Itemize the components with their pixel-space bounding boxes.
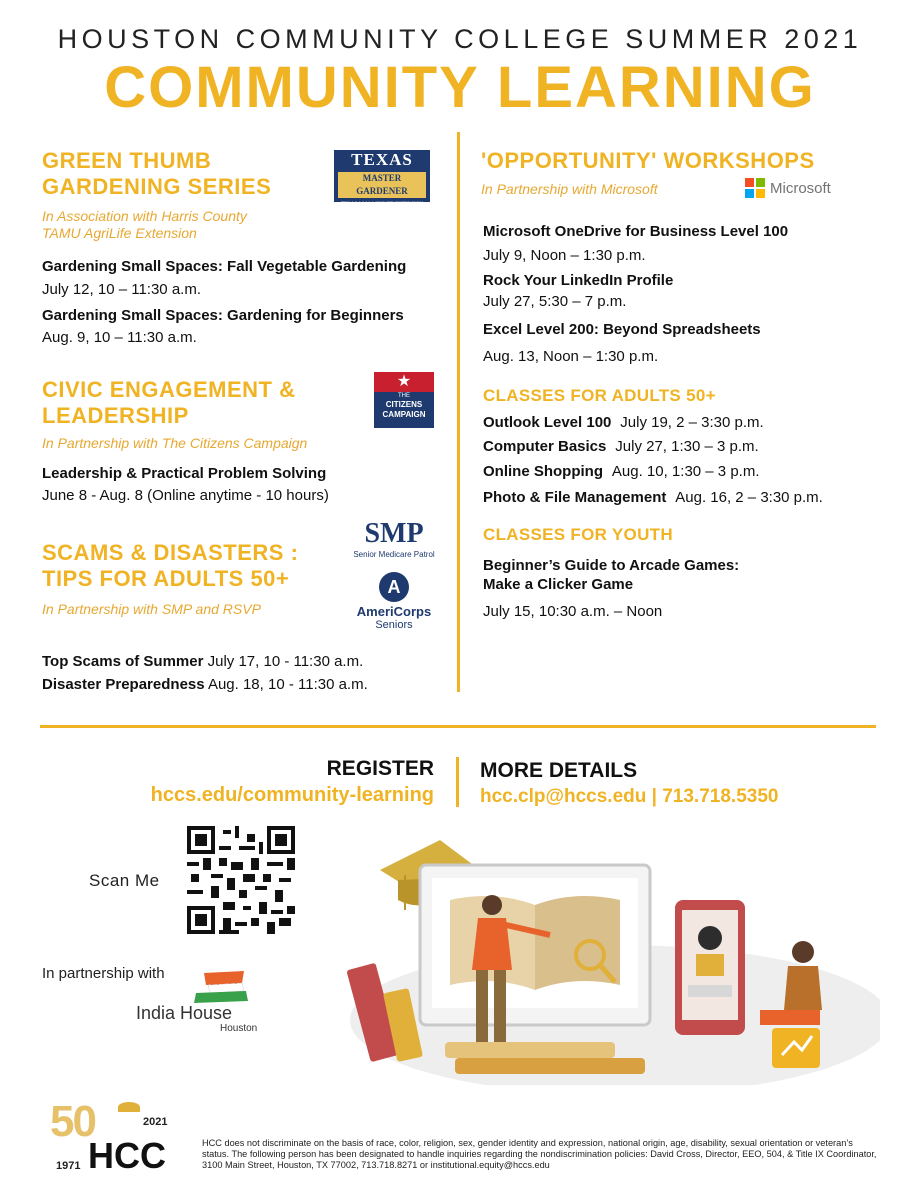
adults-class-3: Online Shopping Aug. 10, 1:30 – 3 p.m. — [483, 463, 760, 480]
civic-event-name: Leadership & Practical Problem Solving — [42, 465, 327, 482]
scan-label: Scan Me — [89, 871, 160, 890]
scams-title: SCAMS & DISASTERS : TIPS FOR ADULTS 50+ — [42, 540, 299, 591]
gardening-event-1-date: July 12, 10 – 11:30 a.m. — [42, 281, 201, 298]
adults-class-4: Photo & File Management Aug. 16, 2 – 3:30 p.m. — [483, 489, 823, 506]
scams-subtitle: In Partnership with SMP and RSVP — [42, 601, 261, 617]
adults-class-2: Computer Basics July 27, 1:30 – 3 p.m. — [483, 438, 759, 455]
workshops-subtitle: In Partnership with Microsoft — [481, 181, 658, 197]
gardening-event-2-date: Aug. 9, 10 – 11:30 a.m. — [42, 329, 197, 346]
register-label: REGISTER — [326, 757, 434, 780]
gardening-title: GREEN THUMB GARDENING SERIES — [42, 148, 272, 199]
workshop-1-date: July 9, Noon – 1:30 p.m. — [483, 247, 646, 264]
smp-logo: SMP Senior Medicare Patrol — [353, 518, 435, 559]
scams-event-2: Disaster Preparedness Aug. 18, 10 - 11:30 a.m. — [42, 676, 368, 693]
kicker: HOUSTON COMMUNITY COLLEGE SUMMER 2021 — [57, 24, 863, 54]
youth-class-date: July 15, 10:30 a.m. – Noon — [483, 603, 663, 620]
citizens-campaign-logo: ★ THE CITIZENS CAMPAIGN — [374, 372, 434, 428]
nondiscrimination-disclaimer: HCC does not discriminate on the basis of race, color, religion, sex, gender identity and expression, national origin, age, disability, sexual orientation or veteran’s status. The following person has been designated to handle inquiries regarding the nondiscrimination policies: David Cross, Director, EEO, 504, & Title IX Coordinator, 3100 Main Street, Houston, TX 77002, 713.718.8271 or institutional.equity@hccs.edu — [202, 1138, 877, 1170]
workshop-2-date: July 27, 5:30 – 7 p.m. — [483, 293, 627, 310]
workshop-1-name: Microsoft OneDrive for Business Level 100 — [483, 223, 789, 240]
details-label: MORE DETAILS — [480, 759, 638, 782]
gardening-event-1-name: Gardening Small Spaces: Fall Vegetable Gardening — [42, 258, 407, 275]
section-divider — [40, 725, 876, 728]
partnership-label: In partnership with — [42, 965, 165, 982]
workshop-3-date: Aug. 13, Noon – 1:30 p.m. — [483, 348, 659, 365]
eagle-icon — [118, 1102, 140, 1112]
page-title: COMMUNITY LEARNING — [104, 55, 816, 120]
details-contact[interactable]: hcc.clp@hccs.edu | 713.718.5350 — [480, 786, 779, 807]
india-house-icon — [194, 971, 248, 1003]
hcc-50-logo: 50 2021 1971 HCC — [50, 1097, 168, 1176]
register-link[interactable]: hccs.edu/community-learning — [150, 784, 434, 806]
americorps-icon: A — [379, 572, 409, 602]
adults-title: CLASSES FOR ADULTS 50+ — [483, 386, 716, 405]
americorps-logo: A AmeriCorps Seniors — [352, 572, 436, 632]
master-gardener-logo: TEXAS MASTER GARDENER TEXAS A&M AGRILIFE EXTENSION — [334, 150, 430, 202]
youth-title: CLASSES FOR YOUTH — [483, 525, 673, 544]
column-divider — [457, 132, 460, 692]
india-house-logo: India House Houston — [134, 965, 259, 1035]
civic-event-date: June 8 - Aug. 8 (Online anytime - 10 hours) — [42, 487, 329, 504]
workshops-title: 'OPPORTUNITY' WORKSHOPS — [481, 148, 815, 173]
adults-class-1: Outlook Level 100 July 19, 2 – 3:30 p.m. — [483, 414, 764, 431]
scams-event-1: Top Scams of Summer July 17, 10 - 11:30 a.m. — [42, 653, 364, 670]
microsoft-logo: Microsoft — [745, 178, 831, 198]
register-divider — [456, 757, 459, 807]
gardening-subtitle: In Association with Harris County TAMU AgriLife Extension — [42, 208, 247, 241]
microsoft-icon — [745, 178, 765, 198]
civic-title: CIVIC ENGAGEMENT & LEADERSHIP — [42, 377, 296, 428]
youth-class-name: Beginner’s Guide to Arcade Games: Make a Clicker Game — [483, 557, 740, 593]
workshop-3-name: Excel Level 200: Beyond Spreadsheets — [483, 321, 761, 338]
qr-code[interactable] — [187, 826, 295, 934]
civic-subtitle: In Partnership with The Citizens Campaign — [42, 435, 308, 451]
workshop-2-name: Rock Your LinkedIn Profile — [483, 272, 674, 289]
gardening-event-2-name: Gardening Small Spaces: Gardening for Beginners — [42, 307, 404, 324]
learning-illustration — [320, 830, 880, 1085]
